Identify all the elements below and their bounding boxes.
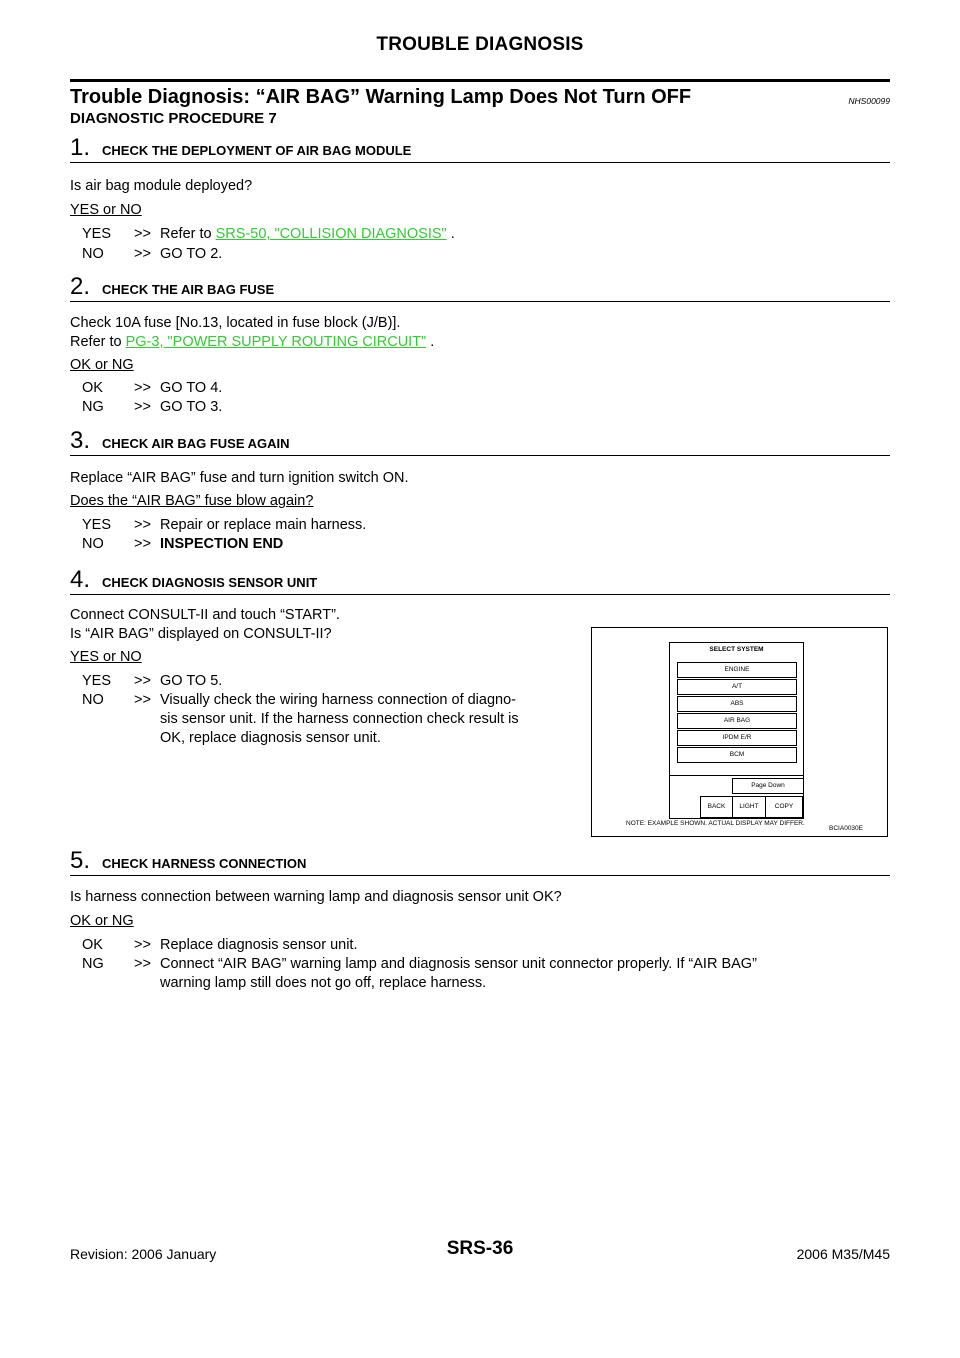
step-number: 5. xyxy=(70,847,91,874)
step-2-answer-ok: OK >> GO TO 4. xyxy=(82,380,223,396)
figure-note: NOTE: EXAMPLE SHOWN. ACTUAL DISPLAY MAY DIFFER. xyxy=(626,820,805,827)
step-1-answer-no: NO >> GO TO 2. xyxy=(82,246,223,262)
consult-screen xyxy=(669,642,804,819)
step-2-answer-ng: NG >> GO TO 3. xyxy=(82,399,223,415)
step-title: CHECK AIR BAG FUSE AGAIN xyxy=(102,436,290,451)
procedure-title: DIAGNOSTIC PROCEDURE 7 xyxy=(70,110,277,127)
menu-item-bcm[interactable]: BCM xyxy=(677,747,797,763)
step-5-header xyxy=(70,848,890,876)
power-supply-routing-link[interactable]: PG-3, "POWER SUPPLY ROUTING CIRCUIT" xyxy=(125,334,427,350)
screen-title: SELECT SYSTEM xyxy=(709,646,764,653)
step-4-line-2: Is “AIR BAG” displayed on CONSULT-II? xyxy=(70,626,332,642)
step-number: 2. xyxy=(70,273,91,300)
menu-item-at[interactable]: A/T xyxy=(677,679,797,695)
step-1-header xyxy=(70,135,890,163)
menu-item-engine[interactable]: ENGINE xyxy=(677,662,797,678)
step-3-choice: Does the “AIR BAG” fuse blow again? xyxy=(70,493,314,509)
section-reference-code: NHS00099 xyxy=(848,96,890,106)
menu-item-air-bag[interactable]: AIR BAG xyxy=(677,713,797,729)
step-3-answer-yes: YES >> Repair or replace main harness. xyxy=(82,517,367,533)
step-number: 1. xyxy=(70,134,91,161)
figure-code: BCIA0030E xyxy=(829,825,863,832)
step-5-choice: OK or NG xyxy=(70,913,134,929)
step-title: CHECK HARNESS CONNECTION xyxy=(102,856,307,871)
step-2-line-1: Check 10A fuse [No.13, located in fuse block (J/B)]. xyxy=(70,315,401,331)
step-4-header xyxy=(70,567,890,595)
step-1-choice: YES or NO xyxy=(70,202,142,218)
step-3-header xyxy=(70,428,890,456)
step-2-line-2: Refer to PG-3, "POWER SUPPLY ROUTING CIRCUIT" . xyxy=(70,334,435,350)
consult-select-system-figure xyxy=(591,627,888,837)
step-title: CHECK DIAGNOSIS SENSOR UNIT xyxy=(102,575,318,590)
footer-model: 2006 M35/M45 xyxy=(796,1246,890,1262)
footer-revision: Revision: 2006 January xyxy=(70,1246,217,1262)
step-2-choice: OK or NG xyxy=(70,357,134,373)
step-4-line-1: Connect CONSULT-II and touch “START”. xyxy=(70,607,340,623)
footer-page-number: SRS-36 xyxy=(446,1238,514,1259)
step-5-answer-ng: NG >> Connect “AIR BAG” warning lamp and diagnosis sensor unit connector properly. If “AIR BAG” xyxy=(82,956,757,972)
light-button[interactable]: LIGHT xyxy=(732,796,766,818)
header-rule xyxy=(70,79,890,82)
menu-item-abs[interactable]: ABS xyxy=(677,696,797,712)
step-3-line-1: Replace “AIR BAG” fuse and turn ignition switch ON. xyxy=(70,470,409,486)
page-down-button[interactable]: Page Down xyxy=(732,778,804,794)
screen-bottom-bar xyxy=(670,775,803,820)
step-5-answer-ng-line-2: warning lamp still does not go off, replace harness. xyxy=(160,975,487,991)
step-4-answer-no-line-2: sis sensor unit. If the harness connection check result is xyxy=(160,711,519,727)
step-title: CHECK THE AIR BAG FUSE xyxy=(102,282,275,297)
menu-item-ipdm-er[interactable]: IPDM E/R xyxy=(677,730,797,746)
step-5-line-1: Is harness connection between warning lamp and diagnosis sensor unit OK? xyxy=(70,889,562,905)
step-4-answer-yes: YES >> GO TO 5. xyxy=(82,673,223,689)
step-1-question: Is air bag module deployed? xyxy=(70,178,253,194)
step-2-header xyxy=(70,274,890,302)
collision-diagnosis-link[interactable]: SRS-50, "COLLISION DIAGNOSIS" xyxy=(215,226,447,242)
step-5-answer-ok: OK >> Replace diagnosis sensor unit. xyxy=(82,937,358,953)
step-title: CHECK THE DEPLOYMENT OF AIR BAG MODULE xyxy=(102,143,412,158)
step-1-answer-yes: YES >> Refer to SRS-50, "COLLISION DIAGNOSIS" . xyxy=(82,226,455,242)
page-header-title: TROUBLE DIAGNOSIS xyxy=(376,34,584,55)
step-3-answer-no: NO >> INSPECTION END xyxy=(82,536,284,552)
step-4-answer-no-line-3: OK, replace diagnosis sensor unit. xyxy=(160,730,381,746)
step-4-choice: YES or NO xyxy=(70,649,142,665)
step-number: 3. xyxy=(70,427,91,454)
copy-button[interactable]: COPY xyxy=(765,796,803,818)
section-title: Trouble Diagnosis: “AIR BAG” Warning Lamp Does Not Turn OFF xyxy=(70,86,692,108)
step-number: 4. xyxy=(70,566,91,593)
step-4-answer-no: NO >> Visually check the wiring harness connection of diagno- xyxy=(82,692,516,708)
back-button[interactable]: BACK xyxy=(700,796,733,818)
